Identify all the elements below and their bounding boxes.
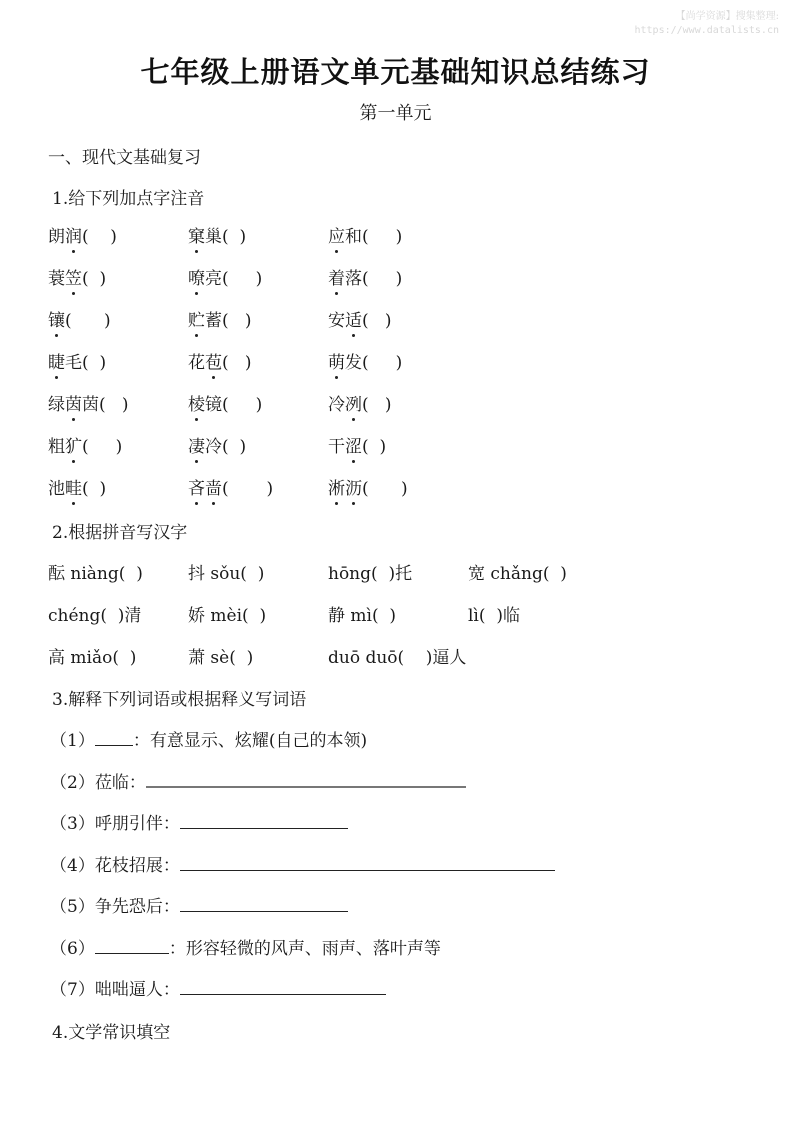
word-item [48,348,106,373]
word-item [328,474,408,499]
character: 干 [328,437,345,457]
dotted-character: 淅 [328,474,345,499]
definition-text: ：有意显示、炫耀(自己的本领) [132,731,368,751]
dotted-character: 应 [328,222,345,247]
dotted-character: 苞 [205,348,222,373]
answer-line[interactable] [146,785,466,788]
character: 冷 [328,395,345,415]
character: 蓄 [205,311,222,331]
character: 花 [188,353,205,373]
pinyin-item[interactable]: lì( )临 [468,606,520,626]
word-item [328,348,402,373]
item-number: （3） [50,814,95,834]
answer-blank[interactable]: ( ) [362,353,403,373]
answer-blank[interactable]: ( ) [362,269,403,289]
unit-subtitle: 第一单元 [359,103,432,124]
explanation-item [50,975,386,1000]
character: 落 [345,269,362,289]
pinyin-item[interactable]: 娇 mèi( ) [188,606,267,626]
definition-text: ：形容轻微的风声、雨声、落叶声等 [168,938,441,959]
word-item [328,222,402,247]
pinyin-item[interactable]: 静 mì( ) [328,606,397,626]
dotted-character: 吝 [188,474,205,499]
pinyin-item[interactable]: 抖 sǒu( ) [188,564,265,584]
item-number: （7） [50,980,95,1000]
question-3-heading: 3.解释下列词语或根据释义写词语 [52,690,307,710]
question-2-heading: 2.根据拼音写汉字 [52,523,188,543]
word-item [188,474,273,499]
term-label: 争先恐后： [94,897,180,917]
word-item [48,306,111,331]
term-label: 莅临： [94,772,146,793]
answer-blank[interactable]: ( ) [82,269,107,289]
answer-blank[interactable]: ( ) [82,353,107,373]
document-title: 七年级上册语文单元基础知识总结练习 [140,55,651,89]
character: 茵 [82,395,99,415]
explanation-item [50,768,466,793]
answer-blank[interactable]: ( ) [222,353,252,373]
answer-blank[interactable]: ( ) [362,437,387,457]
pinyin-item[interactable]: 高 miǎo( ) [48,648,137,668]
word-item [48,432,122,457]
answer-line[interactable] [180,910,348,912]
character: 池 [48,479,65,499]
pinyin-item[interactable]: 宽 chǎng( ) [468,564,567,584]
dotted-character: 着 [328,264,345,289]
question-4-heading: 4.文学常识填空 [52,1023,171,1043]
explanation-item [50,809,348,834]
character: 绿 [48,395,65,415]
dotted-character: 笠 [65,264,82,289]
answer-line[interactable] [95,952,169,954]
dotted-character: 窠 [188,222,205,247]
item-number: （1） [50,731,95,751]
pinyin-item[interactable]: hōng( )托 [328,564,413,584]
dotted-character: 镶 [48,306,65,331]
term-label: 呼朋引伴： [94,814,180,834]
word-item [48,474,106,499]
explanation-item [50,851,555,876]
dotted-character: 润 [65,222,82,247]
watermark [579,10,779,38]
dotted-character: 冽 [345,390,362,415]
answer-line[interactable] [180,869,555,871]
answer-blank[interactable]: ( ) [362,395,392,415]
term-label: 花枝招展： [94,855,180,876]
watermark-url: https://www.datalists.cn [634,25,779,36]
pinyin-item[interactable]: chéng( )清 [48,606,142,626]
answer-line[interactable] [180,993,386,995]
answer-blank[interactable]: ( ) [222,479,274,499]
word-item [188,348,251,373]
answer-blank[interactable]: ( ) [222,269,263,289]
dotted-character: 犷 [65,432,82,457]
answer-blank[interactable]: ( ) [82,479,107,499]
dotted-character: 畦 [65,474,82,499]
character: 巢 [205,227,222,247]
pinyin-item[interactable]: 萧 sè( ) [188,648,254,668]
answer-blank[interactable]: ( ) [65,311,111,331]
answer-blank[interactable]: ( ) [222,311,252,331]
explanation-item [50,934,441,959]
item-number: （6） [50,938,95,959]
answer-blank[interactable]: ( ) [82,227,117,247]
character: 粗 [48,437,65,457]
word-item [48,264,106,289]
dotted-character: 凄 [188,432,205,457]
section-heading: 一、现代文基础复习 [48,148,201,168]
answer-line[interactable] [95,744,133,746]
character: 蓑 [48,269,65,289]
word-item [188,432,246,457]
dotted-character: 涩 [345,432,362,457]
character: 亮 [205,269,222,289]
word-item [188,264,262,289]
answer-blank[interactable]: ( ) [222,395,263,415]
pinyin-item[interactable]: duō duō( )逼人 [328,648,467,668]
character: 毛 [65,353,82,373]
answer-blank[interactable]: ( ) [222,437,247,457]
item-number: （2） [50,772,95,793]
item-number: （4） [50,855,95,876]
watermark-source: 【尚学资源】搜集整理: [675,11,779,22]
question-1-heading: 1.给下列加点字注音 [52,189,205,209]
character: 发 [345,353,362,373]
word-item [328,264,402,289]
term-label: 咄咄逼人： [94,980,180,1000]
dotted-character: 沥 [345,474,362,499]
character: 朗 [48,227,65,247]
character: 冷 [205,437,222,457]
dotted-character: 棱 [188,390,205,415]
word-item [328,306,391,331]
answer-blank[interactable]: ( ) [362,311,392,331]
answer-line[interactable] [180,827,348,829]
word-item [48,222,117,247]
dotted-character: 睫 [48,348,65,373]
explanation-item [50,892,348,917]
word-item [188,390,262,415]
dotted-character: 贮 [188,306,205,331]
dotted-character: 啬 [205,474,222,499]
dotted-character: 茵 [65,390,82,415]
character: 安 [328,311,345,331]
explanation-item [50,726,367,751]
word-item [188,222,246,247]
word-item [188,306,251,331]
item-number: （5） [50,897,95,917]
word-item [48,390,128,415]
dotted-character: 嘹 [188,264,205,289]
dotted-character: 适 [345,306,362,331]
dotted-character: 萌 [328,348,345,373]
answer-blank[interactable]: ( ) [222,227,247,247]
character: 镜 [205,395,222,415]
word-item [328,432,386,457]
answer-blank[interactable]: ( ) [362,479,408,499]
pinyin-item[interactable]: 酝 niàng( ) [48,564,143,584]
word-item [328,390,391,415]
answer-blank[interactable]: ( ) [99,395,129,415]
answer-blank[interactable]: ( ) [82,437,123,457]
character: 和 [345,227,362,247]
answer-blank[interactable]: ( ) [362,227,403,247]
